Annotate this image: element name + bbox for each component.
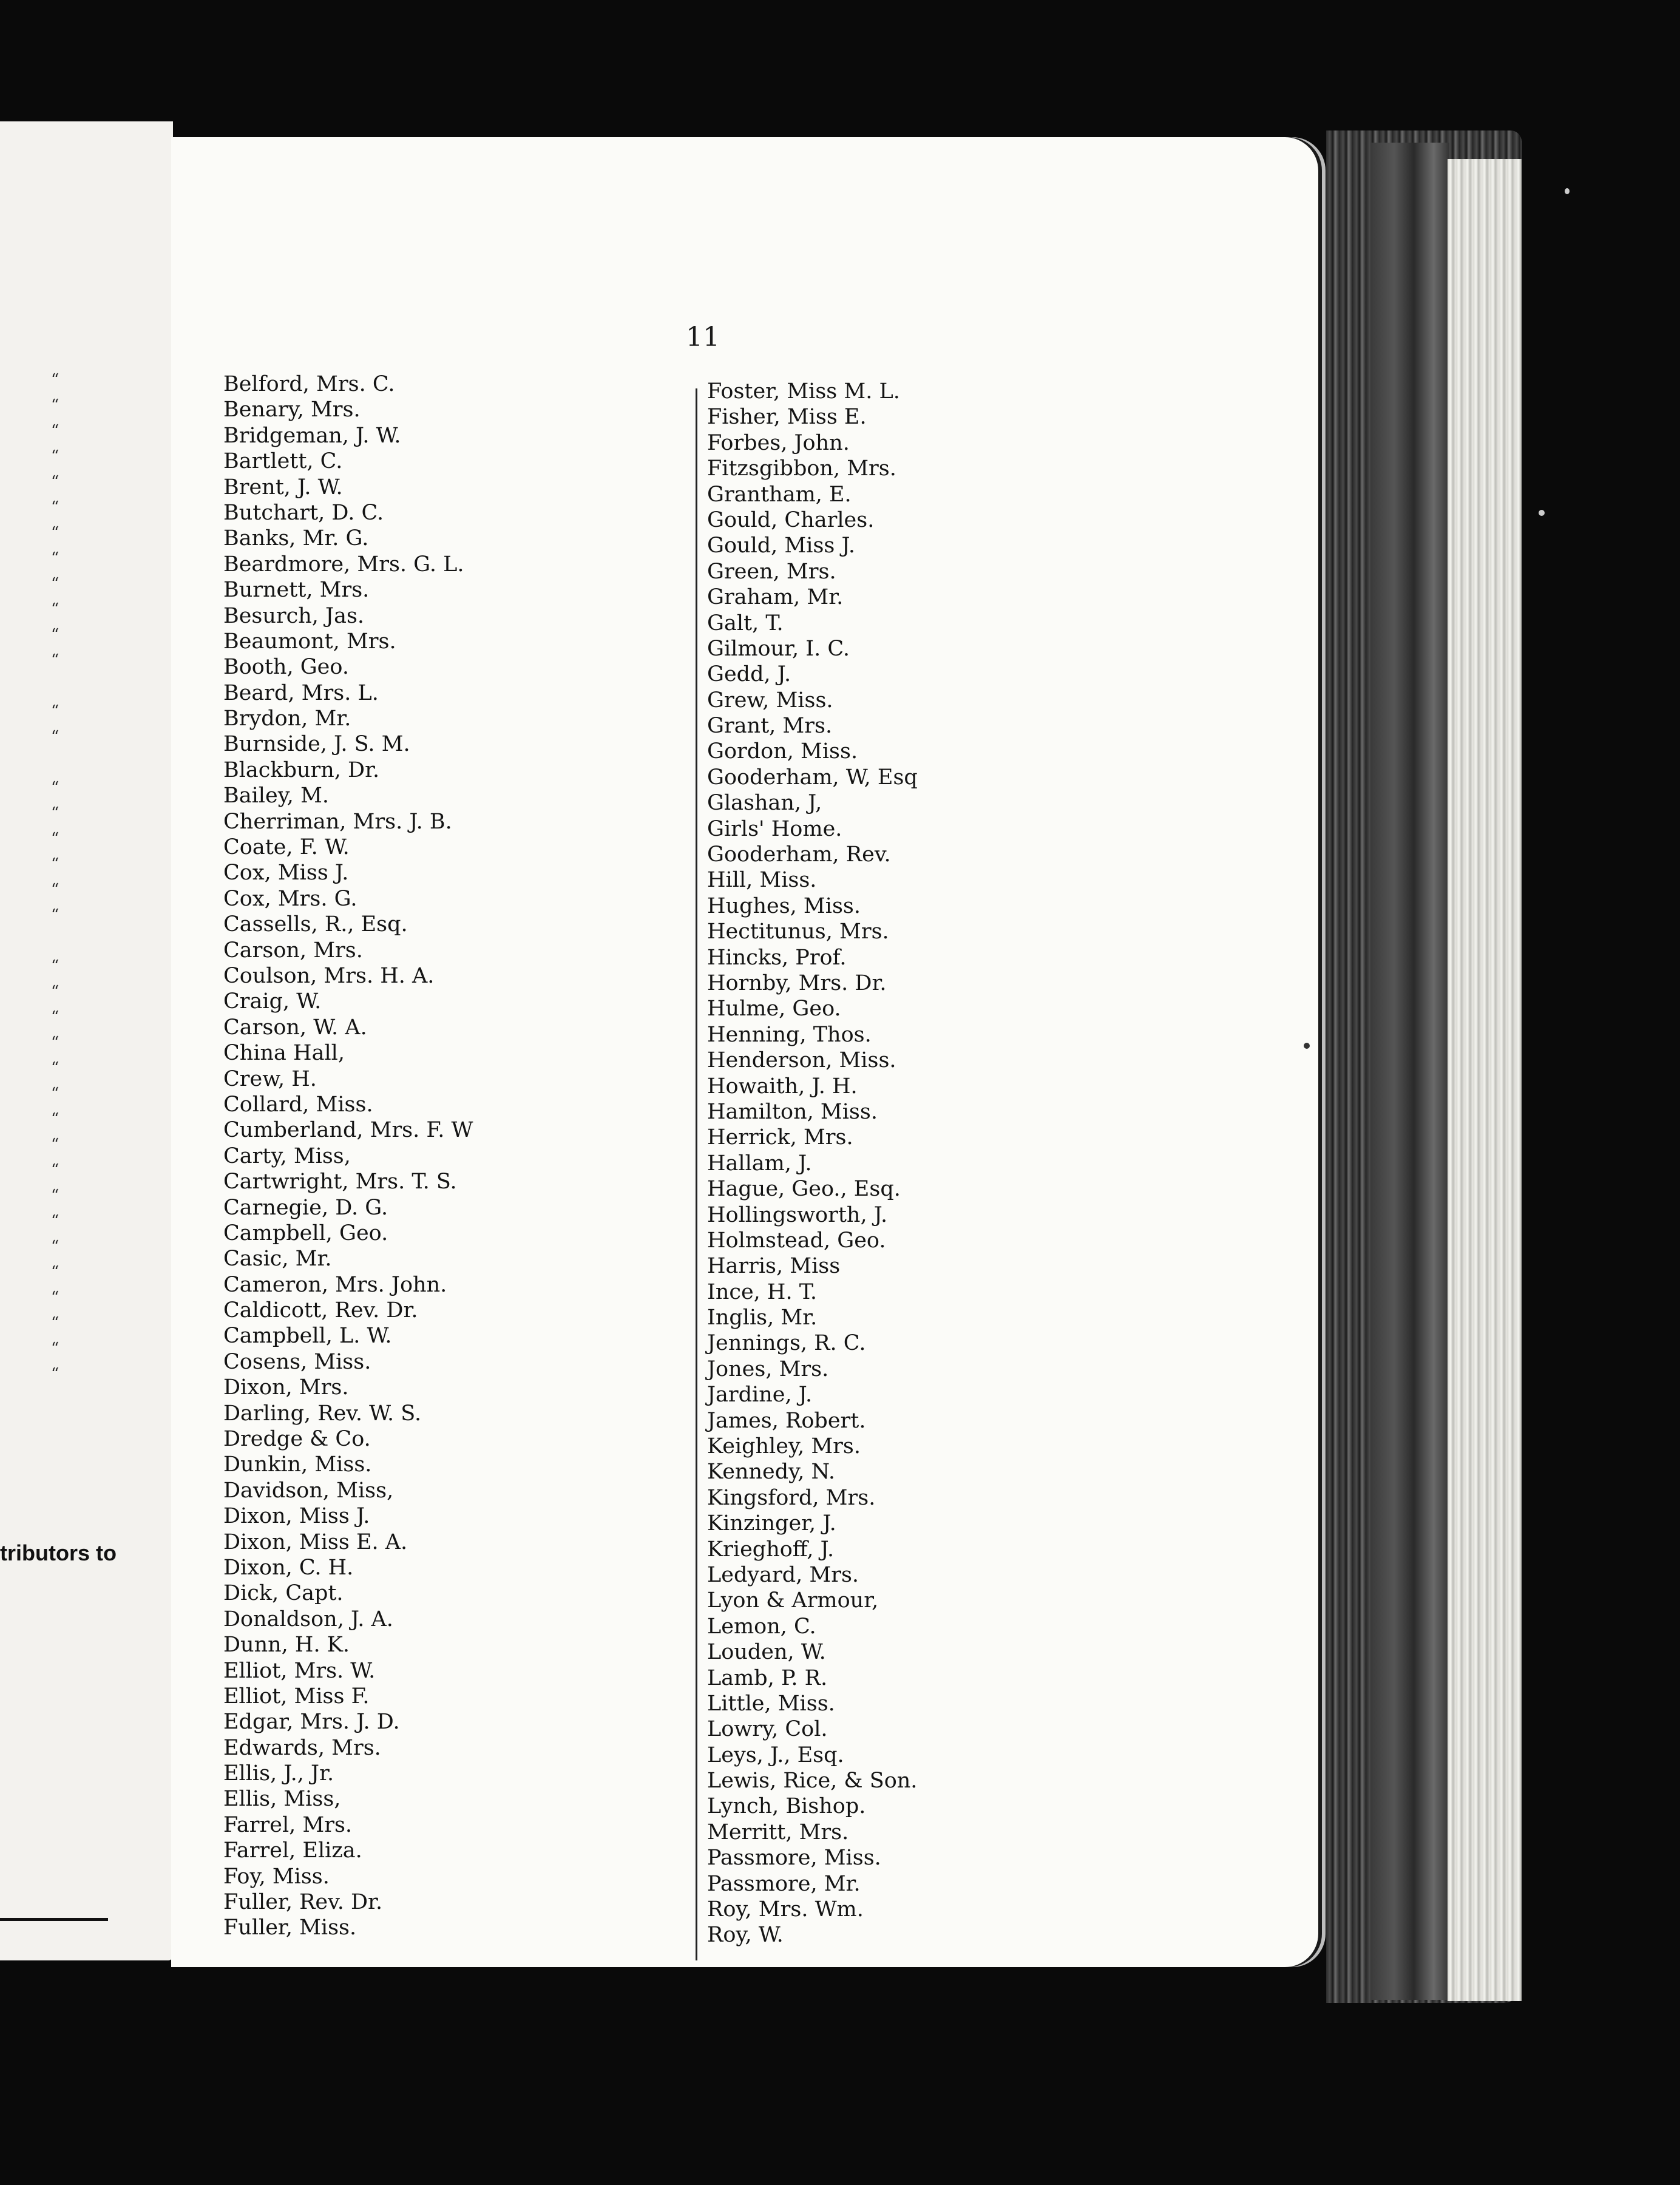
- names-column-right: [707, 379, 918, 1948]
- list-item: Lemon, C.: [707, 1614, 816, 1639]
- ditto-mark: “: [51, 957, 59, 975]
- ditto-mark: “: [51, 1110, 59, 1128]
- list-item: Casic, Mr.: [223, 1247, 332, 1272]
- list-item: Ledyard, Mrs.: [707, 1562, 859, 1587]
- ditto-mark: “: [51, 1340, 59, 1358]
- ditto-mark: “: [51, 1136, 59, 1154]
- list-item: Kingsford, Mrs.: [707, 1485, 876, 1510]
- list-item: Collard, Miss.: [223, 1092, 373, 1117]
- list-item: Fitzsgibbon, Mrs.: [707, 456, 896, 481]
- list-item: Bartlett, C.: [223, 449, 343, 474]
- list-item: Ince, H. T.: [707, 1279, 818, 1304]
- list-item: Dixon, Miss E. A.: [223, 1529, 408, 1554]
- list-item: Inglis, Mr.: [707, 1306, 818, 1330]
- list-item: Gordon, Miss.: [707, 739, 858, 764]
- list-item: Butchart, D. C.: [223, 500, 384, 525]
- ditto-mark: “: [51, 422, 59, 440]
- list-item: Fuller, Miss.: [223, 1916, 357, 1940]
- list-item: Cassells, R., Esq.: [223, 912, 408, 937]
- list-item: Campbell, L. W.: [223, 1324, 392, 1349]
- list-item: Lyon & Armour,: [707, 1588, 879, 1613]
- ditto-mark: “: [51, 1212, 59, 1230]
- left-page-rule: [0, 1918, 108, 1921]
- list-item: Gooderham, W, Esq: [707, 765, 918, 790]
- ditto-mark: “: [51, 473, 59, 491]
- list-item: Glashan, J,: [707, 791, 822, 816]
- ditto-mark: “: [51, 702, 59, 720]
- ditto-mark: “: [51, 1085, 59, 1103]
- list-item: Beardmore, Mrs. G. L.: [223, 552, 464, 577]
- list-item: Caldicott, Rev. Dr.: [223, 1298, 418, 1323]
- list-item: Edwards, Mrs.: [223, 1735, 381, 1760]
- list-item: Lynch, Bishop.: [707, 1794, 866, 1819]
- ditto-mark: “: [51, 1289, 59, 1307]
- list-item: Coate, F. W.: [223, 835, 350, 860]
- list-item: Beard, Mrs. L.: [223, 680, 379, 705]
- list-item: Dunn, H. K.: [223, 1633, 350, 1658]
- list-item: Dixon, Mrs.: [223, 1375, 349, 1400]
- ditto-mark: “: [51, 575, 59, 593]
- list-item: Passmore, Miss.: [707, 1846, 881, 1871]
- ditto-mark: “: [51, 1365, 59, 1383]
- list-item: Bailey, M.: [223, 784, 330, 808]
- list-item: Cameron, Mrs. John.: [223, 1272, 447, 1297]
- list-item: Cumberland, Mrs. F. W: [223, 1118, 473, 1143]
- list-item: Carson, Mrs.: [223, 938, 363, 963]
- list-item: Dick, Capt.: [223, 1581, 344, 1606]
- list-item: Belford, Mrs. C.: [223, 372, 395, 396]
- list-item: Foster, Miss M. L.: [707, 379, 900, 404]
- list-item: Gould, Charles.: [707, 507, 875, 532]
- ditto-mark: “: [51, 881, 59, 899]
- ditto-mark: “: [51, 1161, 59, 1179]
- list-item: Graham, Mr.: [707, 585, 844, 610]
- list-item: Jennings, R. C.: [707, 1331, 866, 1356]
- list-item: Forbes, John.: [707, 430, 850, 455]
- list-item: Farrel, Mrs.: [223, 1812, 353, 1837]
- list-item: Holmstead, Geo.: [707, 1228, 886, 1253]
- list-item: Hallam, J.: [707, 1151, 812, 1176]
- ditto-mark: “: [51, 830, 59, 848]
- list-item: Jones, Mrs.: [707, 1357, 829, 1381]
- ditto-mark: “: [51, 447, 59, 466]
- list-item: Carson, W. A.: [223, 1015, 367, 1040]
- list-item: Herrick, Mrs.: [707, 1125, 853, 1150]
- list-item: Lowry, Col.: [707, 1717, 828, 1742]
- ditto-mark: “: [51, 1008, 59, 1026]
- list-item: Harris, Miss: [707, 1254, 841, 1279]
- list-item: Girls' Home.: [707, 816, 842, 841]
- ditto-mark: “: [51, 626, 59, 644]
- list-item: Brydon, Mr.: [223, 706, 351, 731]
- list-item: Donaldson, J. A.: [223, 1607, 393, 1631]
- list-item: Hague, Geo., Esq.: [707, 1177, 901, 1202]
- ditto-mark: “: [51, 498, 59, 517]
- list-item: Little, Miss.: [707, 1691, 835, 1716]
- page-number: 11: [686, 322, 720, 353]
- list-item: Darling, Rev. W. S.: [223, 1401, 422, 1426]
- list-item: Lamb, P. R.: [707, 1665, 828, 1690]
- ditto-mark: “: [51, 1238, 59, 1256]
- list-item: Louden, W.: [707, 1640, 826, 1665]
- list-item: Carty, Miss,: [223, 1143, 351, 1168]
- list-item: Dixon, C. H.: [223, 1555, 354, 1580]
- dust-speck: [1565, 188, 1570, 194]
- list-item: Crew, H.: [223, 1066, 317, 1091]
- list-item: Blackburn, Dr.: [223, 757, 380, 782]
- list-item: Cox, Mrs. G.: [223, 886, 357, 911]
- list-item: Hamilton, Miss.: [707, 1099, 878, 1124]
- list-item: Booth, Geo.: [223, 655, 349, 680]
- ditto-mark: “: [51, 524, 59, 542]
- ditto-mark: “: [51, 779, 59, 797]
- list-item: Grant, Mrs.: [707, 714, 833, 739]
- ditto-mark: [51, 750, 75, 775]
- list-item: Hughes, Miss.: [707, 893, 861, 918]
- list-item: Leys, J., Esq.: [707, 1743, 844, 1767]
- list-item: Hill, Miss.: [707, 868, 817, 893]
- list-item: Gedd, J.: [707, 662, 791, 687]
- list-item: Foy, Miss.: [223, 1864, 330, 1889]
- list-item: Banks, Mr. G.: [223, 526, 369, 551]
- ditto-marks-column: [51, 367, 75, 1387]
- ditto-mark: “: [51, 1034, 59, 1052]
- list-item: Brent, J. W.: [223, 475, 343, 500]
- list-item: Fuller, Rev. Dr.: [223, 1890, 383, 1915]
- list-item: Farrel, Eliza.: [223, 1838, 362, 1863]
- ditto-mark: “: [51, 983, 59, 1001]
- list-item: Hornby, Mrs. Dr.: [707, 971, 887, 995]
- list-item: Campbell, Geo.: [223, 1221, 388, 1245]
- list-item: Bridgeman, J. W.: [223, 423, 401, 448]
- list-item: Roy, W.: [707, 1923, 784, 1948]
- list-item: Jardine, J.: [707, 1383, 813, 1408]
- list-item: Krieghoff, J.: [707, 1537, 835, 1562]
- list-item: Hollingsworth, J.: [707, 1202, 888, 1227]
- list-item: Cherriman, Mrs. J. B.: [223, 809, 452, 834]
- ditto-mark: “: [51, 804, 59, 822]
- list-item: Lewis, Rice, & Son.: [707, 1769, 918, 1794]
- ditto-mark: “: [51, 371, 59, 389]
- list-item: Roy, Mrs. Wm.: [707, 1897, 864, 1922]
- ditto-mark: “: [51, 855, 59, 873]
- book-page-edges-light: [1448, 159, 1522, 2001]
- list-item: Elliot, Mrs. W.: [223, 1658, 376, 1683]
- list-item: Grantham, E.: [707, 482, 852, 507]
- list-item: Cox, Miss J.: [223, 861, 349, 886]
- ditto-mark: “: [51, 906, 59, 924]
- ditto-mark: “: [51, 728, 59, 746]
- ditto-mark: “: [51, 1263, 59, 1281]
- list-item: Coulson, Mrs. H. A.: [223, 963, 435, 988]
- list-item: Cartwright, Mrs. T. S.: [223, 1170, 457, 1194]
- list-item: Cosens, Miss.: [223, 1349, 371, 1374]
- ditto-mark: “: [51, 600, 59, 618]
- list-item: Ellis, Miss,: [223, 1787, 341, 1812]
- names-column-left: [223, 371, 473, 1941]
- list-item: Ellis, J., Jr.: [223, 1761, 334, 1786]
- ditto-mark: “: [51, 396, 59, 415]
- ditto-mark: “: [51, 549, 59, 567]
- list-item: Passmore, Mr.: [707, 1871, 861, 1896]
- list-item: Burnett, Mrs.: [223, 578, 370, 603]
- list-item: Dredge & Co.: [223, 1427, 371, 1452]
- dust-speck: [1539, 510, 1545, 516]
- list-item: Elliot, Miss F.: [223, 1684, 370, 1709]
- book-page-edges-dark: [1370, 143, 1449, 2000]
- list-item: Galt, T.: [707, 611, 784, 635]
- list-item: Davidson, Miss,: [223, 1478, 394, 1503]
- list-item: Grew, Miss.: [707, 688, 833, 713]
- list-item: Beaumont, Mrs.: [223, 629, 396, 654]
- ditto-mark: [51, 673, 75, 699]
- list-item: Merritt, Mrs.: [707, 1820, 849, 1845]
- list-item: Henderson, Miss.: [707, 1048, 896, 1073]
- ditto-mark: “: [51, 1059, 59, 1077]
- ink-speck: [1304, 1043, 1310, 1049]
- list-item: Hulme, Geo.: [707, 997, 841, 1021]
- list-item: Benary, Mrs.: [223, 398, 361, 422]
- left-page: [0, 121, 173, 1960]
- list-item: Hectitunus, Mrs.: [707, 920, 889, 944]
- list-item: Hincks, Prof.: [707, 945, 847, 970]
- list-item: Edgar, Mrs. J. D.: [223, 1710, 400, 1735]
- ditto-mark: [51, 928, 75, 954]
- list-item: Besurch, Jas.: [223, 603, 365, 628]
- column-divider-rule: [696, 388, 697, 1960]
- list-item: Gilmour, I. C.: [707, 636, 850, 661]
- list-item: Dixon, Miss J.: [223, 1504, 370, 1529]
- list-item: Gould, Miss J.: [707, 534, 855, 558]
- ditto-mark: “: [51, 651, 59, 669]
- ditto-mark: “: [51, 1187, 59, 1205]
- list-item: Dunkin, Miss.: [223, 1452, 372, 1477]
- list-item: Green, Mrs.: [707, 559, 836, 584]
- list-item: Kinzinger, J.: [707, 1511, 836, 1536]
- ditto-mark: “: [51, 1314, 59, 1332]
- list-item: Keighley, Mrs.: [707, 1434, 861, 1459]
- list-item: Carnegie, D. G.: [223, 1195, 388, 1220]
- list-item: Howaith, J. H.: [707, 1074, 858, 1099]
- list-item: Kennedy, N.: [707, 1460, 836, 1485]
- list-item: Craig, W.: [223, 989, 322, 1014]
- list-item: Henning, Thos.: [707, 1022, 872, 1047]
- list-item: Gooderham, Rev.: [707, 842, 891, 867]
- left-page-fragment-text: tributors to: [0, 1540, 117, 1565]
- list-item: James, Robert.: [707, 1408, 866, 1433]
- list-item: Fisher, Miss E.: [707, 405, 867, 430]
- list-item: China Hall,: [223, 1041, 345, 1066]
- list-item: Burnside, J. S. M.: [223, 732, 410, 757]
